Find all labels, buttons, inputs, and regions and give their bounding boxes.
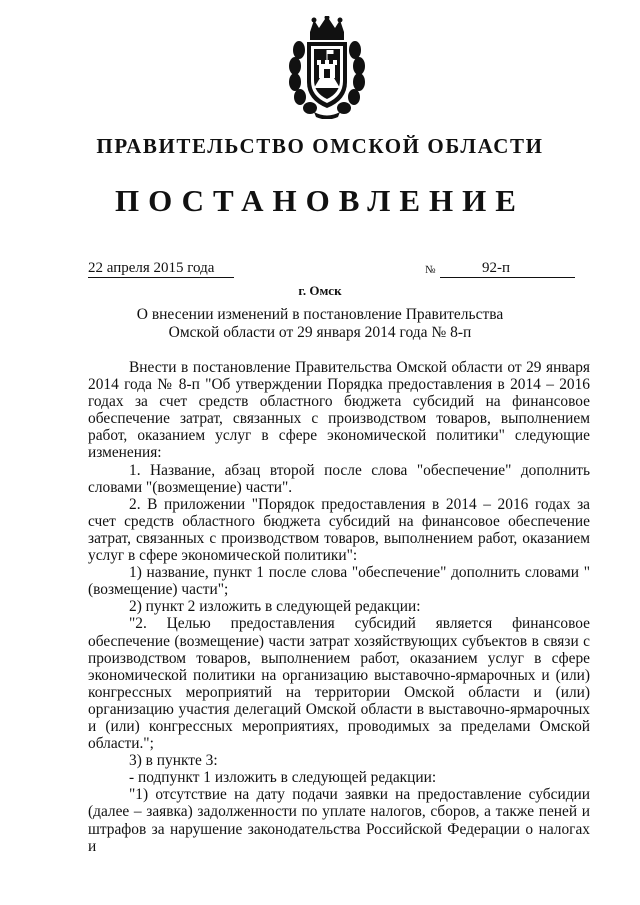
omsk-coat-of-arms-emblem [288, 16, 366, 119]
document-type-title: ПОСТАНОВЛЕНИЕ [115, 183, 525, 218]
decree-number: 92-п [440, 259, 575, 278]
body-paragraph: "2. Целью предоставления субсидий является финансовое обеспечение (возмещение) части затрат хозяйствующих субъектов в связи с производством товаров, выполнением работ, оказанием услуг в сфере экономической политики на организацию выставочно-ярмарочных и (или) конгрессных мероприятий на территории Омской области и (или) организацию участия делегаций Омской области в выставочно-ярмарочных и (или) конгрессных мероприятиях, проводимых за пределами Омской области."; [88, 615, 590, 753]
government-name-heading: ПРАВИТЕЛЬСТВО ОМСКОЙ ОБЛАСТИ [96, 134, 544, 158]
body-paragraph: "1) отсутствие на дату подачи заявки на предоставление субсидии (далее – заявка) задолженности по уплате налогов, сборов, а также пеней и штрафов за нарушение законодательства Российской Федерации о налогах и [88, 786, 590, 855]
body-paragraph: 1. Название, абзац второй после слова "обеспечение" дополнить словами "(возмещение) части". [88, 461, 590, 496]
number-sign: № [425, 264, 436, 276]
city-label: г. Омск [298, 283, 342, 298]
subject-line: Омской области от 29 января 2014 года № 8-п [168, 323, 472, 341]
subject-line: О внесении изменений в постановление Правительства [136, 306, 504, 323]
body-paragraph: Внести в постановление Правительства Омской области от 29 января 2014 года № 8-п "Об утверждении Порядка предоставления в 2014 – 2016 годах за счет средств областного бюджета субсидий на финансовое обеспечение затрат, связанных с производством товаров, выполнением работ, оказанием услуг в сфере экономической политики" следующие изменения: [88, 359, 590, 462]
body-paragraph: 3) в пункте 3: [129, 752, 218, 770]
decree-body [88, 359, 590, 855]
decree-subject [0, 306, 640, 341]
body-paragraph: - подпункт 1 изложить в следующей редакции: [129, 769, 437, 787]
body-paragraph: 2. В приложении "Порядок предоставления в 2014 – 2016 годах за счет средств областного бюджета субсидий на финансовое обеспечение затрат, связанных с производством товаров, выполнением работ, оказанием услуг в сфере экономической политики": [88, 495, 590, 565]
body-paragraph: 1) название, пункт 1 после слова "обеспечение" дополнить словами "(возмещение) части"; [88, 564, 590, 599]
decree-date: 22 апреля 2015 года [88, 259, 234, 278]
body-paragraph: 2) пункт 2 изложить в следующей редакции: [129, 598, 421, 616]
